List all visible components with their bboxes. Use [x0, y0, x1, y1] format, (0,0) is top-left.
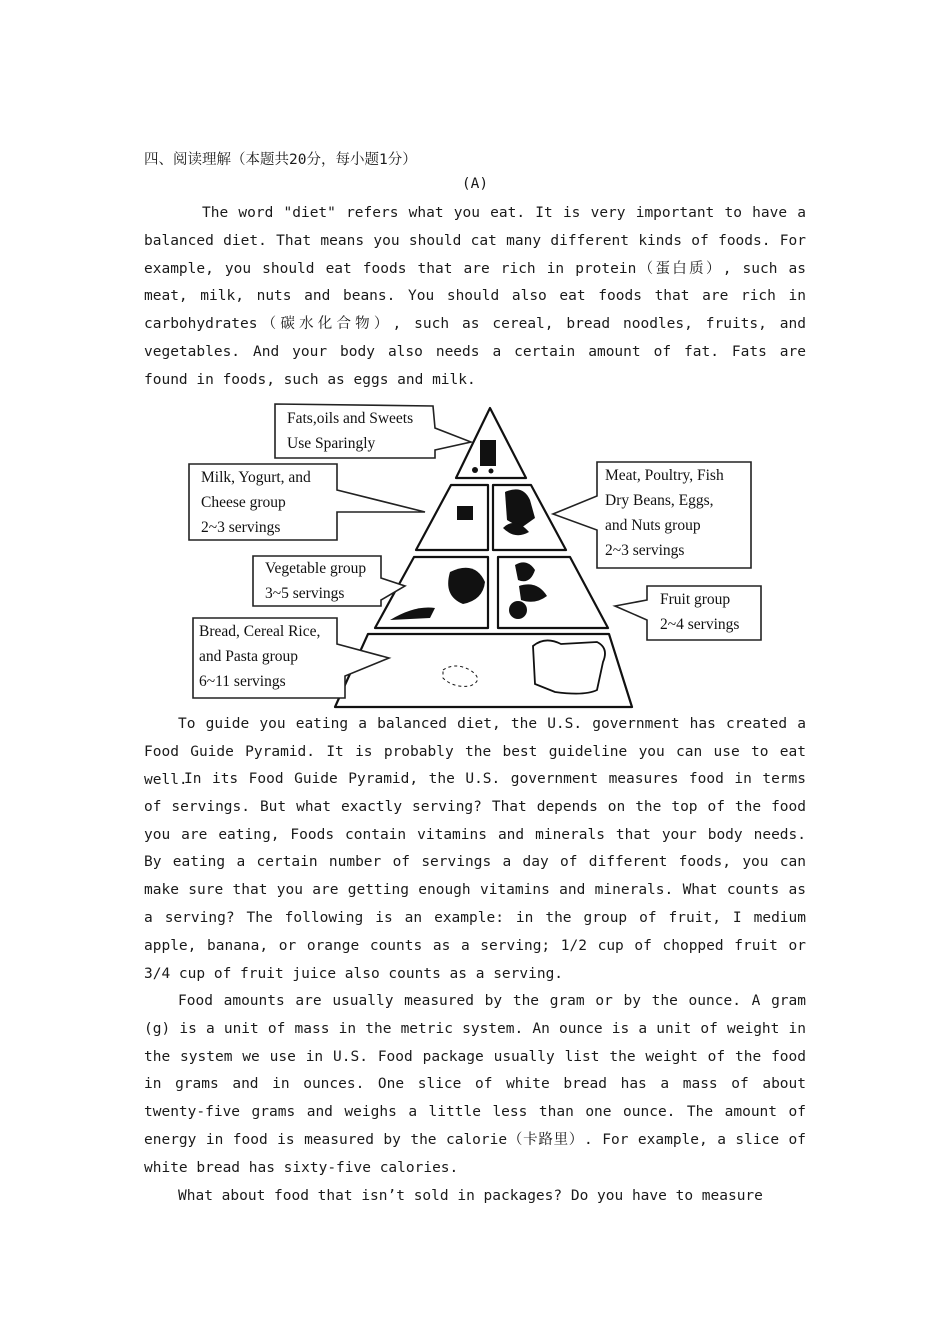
- pyramid-tier-bread: [335, 634, 632, 707]
- paragraph-measurement: Food amounts are usually measured by the gram or by the ounce. A gram (g) is a unit of mass in the metric system. An ounce is a unit of weight in the system we use in U.S. Food package usually list the weight of the food in grams and in ounces. One slice of white bread has a mass of about twenty-five grams and weighs a little less than one ounce. The amount of energy in food is measured by the calorie（卡路里）. For example, a slice of white bread has sixty-five calories.: [144, 993, 806, 1176]
- apple-icon: [515, 562, 535, 581]
- passage-label: (A): [461, 176, 489, 192]
- rice-icon: [443, 666, 478, 686]
- chicken-icon: [505, 489, 535, 528]
- section-title: 四、阅读理解（本题共20分，每小题1分）: [144, 152, 417, 168]
- callout-vegetable: Vegetable group 3~5 servings: [265, 560, 367, 602]
- candy-icon: [472, 467, 478, 473]
- paragraph-diet: The word "diet" refers what you eat. It is very important to have a balanced diet. That means you should cat many different kinds of foods. For example, you should eat foods that are rich in protein（蛋白质）, such as meat, milk, nuts and beans. You should also eat foods that are rich in carbohydrates（碳水化合物）, such as cereal, bread noodles, fruits, and vegetables. And your body also needs a certain amount of fat. Fats are found in foods, such as eggs and milk.: [144, 205, 806, 388]
- grapes-icon: [519, 584, 547, 601]
- carrot-icon: [390, 608, 435, 621]
- callout-milk: Milk, Yogurt, and Cheese group 2~3 servings: [201, 469, 311, 536]
- callout-meat: Meat, Poultry, Fish Dry Beans, Eggs, and Nuts group 2~3 servings: [605, 467, 724, 559]
- pyramid-tier-milk: [416, 485, 488, 550]
- callout-bread: Bread, Cereal Rice, and Pasta group 6~11 servings: [199, 623, 321, 690]
- paragraph-unpackaged: What about food that isn’t sold in packages? Do you have to measure: [178, 1188, 763, 1204]
- orange-icon: [509, 601, 527, 619]
- bread-icon: [533, 640, 605, 693]
- sweets-icon: [480, 440, 496, 466]
- callout-fats: Fats,oils and Sweets Use Sparingly: [287, 410, 414, 452]
- cheese-icon: [457, 506, 473, 520]
- paragraph-servings: In its Food Guide Pyramid, the U.S. government measures food in terms of servings. But what exactly serving? That depends on the top of the food you are eating, Foods contain vitamins and minerals that your body needs. By eating a certain number of servings a day of different foods, you can make sure that you are getting enough vitamins and minerals. What counts as a serving? The following is an example: in the group of fruit, I medium apple, banana, or orange counts as a serving; 1/2 cup of chopped fruit or 3/4 cup of fruit juice also counts as a serving.: [144, 771, 806, 982]
- food-guide-pyramid-figure: [185, 400, 765, 712]
- paragraph-pyramid-intro: To guide you eating a balanced diet, the U.S. government has created a Food Guide Pyramid. It is probably the best guideline you can use to eat well.: [144, 716, 806, 788]
- callout-fruit: Fruit group 2~4 servings: [660, 591, 740, 633]
- broccoli-icon: [448, 568, 485, 604]
